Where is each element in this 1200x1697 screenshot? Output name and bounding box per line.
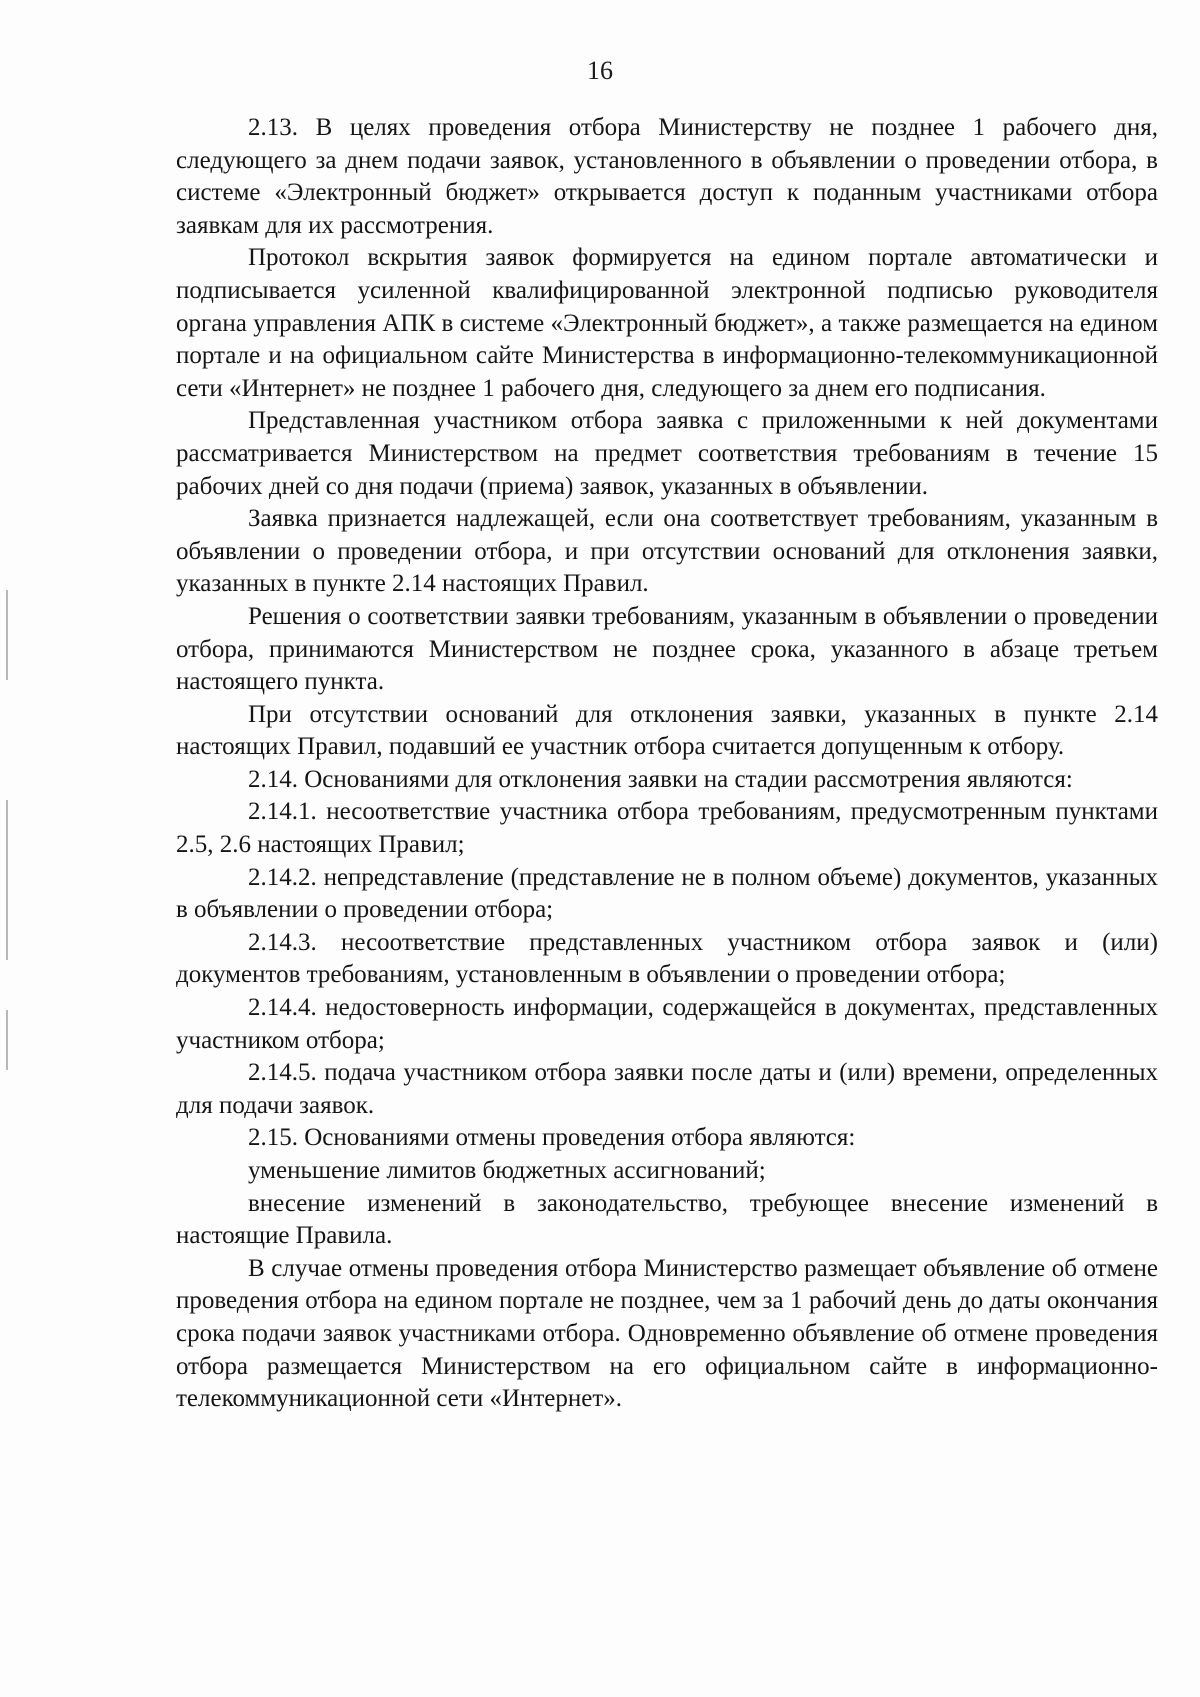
paragraph: Решения о соответствии заявки требованиям, указанным в объявлении о проведении отбора, принимаются Министерством не позднее срока, указанного в абзаце третьем настоящего пункта. — [176, 602, 1158, 696]
paragraph: Протокол вскрытия заявок формируется на едином портале автоматически и подписывается усиленной квалифицированной электронной подписью руководителя органа управления АПК в системе «Электронный бюджет», а также размещается на едином портале и на официальном сайте Министерства в информационно-телекоммуникационной сети «Интернет» не позднее 1 рабочего дня, следующего за днем его подписания. — [176, 244, 1158, 402]
paragraph: 2.14.5. подача участником отбора заявки после даты и (или) времени, определенных для подачи заявок. — [176, 1059, 1158, 1119]
paragraph: Представленная участником отбора заявка с приложенными к ней документами рассматривается Министерством на предмет соответствия требованиям в течение 15 рабочих дней со дня подачи (приема) заявок, указанных в объявлении. — [176, 407, 1158, 500]
paragraph: уменьшение лимитов бюджетных ассигнований; — [248, 1157, 766, 1184]
paragraph: 2.14.4. недостоверность информации, содержащейся в документах, представленных участником отбора; — [176, 994, 1158, 1054]
paragraph: 2.14.3. несоответствие представленных участником отбора заявок и (или) документов требованиям, установленным в объявлении о проведении отбора; — [176, 928, 1158, 989]
scan-edge-mark — [6, 590, 8, 680]
paragraph: 2.14.2. непредставление (представление не в полном объеме) документов, указанных в объявлении о проведении отбора; — [176, 863, 1158, 924]
scan-edge-mark — [6, 1010, 8, 1070]
paragraph: При отсутствии оснований для отклонения заявки, указанных в пункте 2.14 настоящих Правил, подавший ее участник отбора считается допущенным к отбору. — [176, 700, 1158, 761]
paragraph: 2.14. Основаниями для отклонения заявки на стадии рассмотрения являются: — [248, 765, 1073, 793]
scan-edge-mark — [6, 800, 8, 960]
paragraph: Заявка признается надлежащей, если она соответствует требованиям, указанным в объявлении о проведении отбора, и при отсутствии оснований для отклонения заявки, указанных в пункте 2.14 настоящих Правил. — [176, 505, 1158, 598]
page-number: 16 — [587, 56, 613, 85]
paragraph: 2.15. Основаниями отмены проведения отбора являются: — [248, 1124, 856, 1152]
document-body — [176, 112, 1158, 1416]
paragraph: В случае отмены проведения отбора Министерство размещает объявление об отмене проведения отбора на едином портале не позднее, чем за 1 рабочий день до даты окончания срока подачи заявок участниками отбора. Одновременно объявление об отмене проведения отбора размещается Министерством на его официальном сайте в информационно-телекоммуникационной сети «Интернет». — [176, 1254, 1158, 1413]
paragraph: 2.13. В целях проведения отбора Министерству не позднее 1 рабочего дня, следующего за днем подачи заявок, установленного в объявлении о проведении отбора, в системе «Электронный бюджет» открывается доступ к поданным участниками отбора заявкам для их рассмотрения. — [176, 114, 1158, 239]
paragraph: 2.14.1. несоответствие участника отбора требованиям, предусмотренным пунктами 2.5, 2.6 настоящих Правил; — [176, 798, 1158, 859]
paragraph: внесение изменений в законодательство, требующее внесение изменений в настоящие Правила. — [176, 1189, 1158, 1250]
